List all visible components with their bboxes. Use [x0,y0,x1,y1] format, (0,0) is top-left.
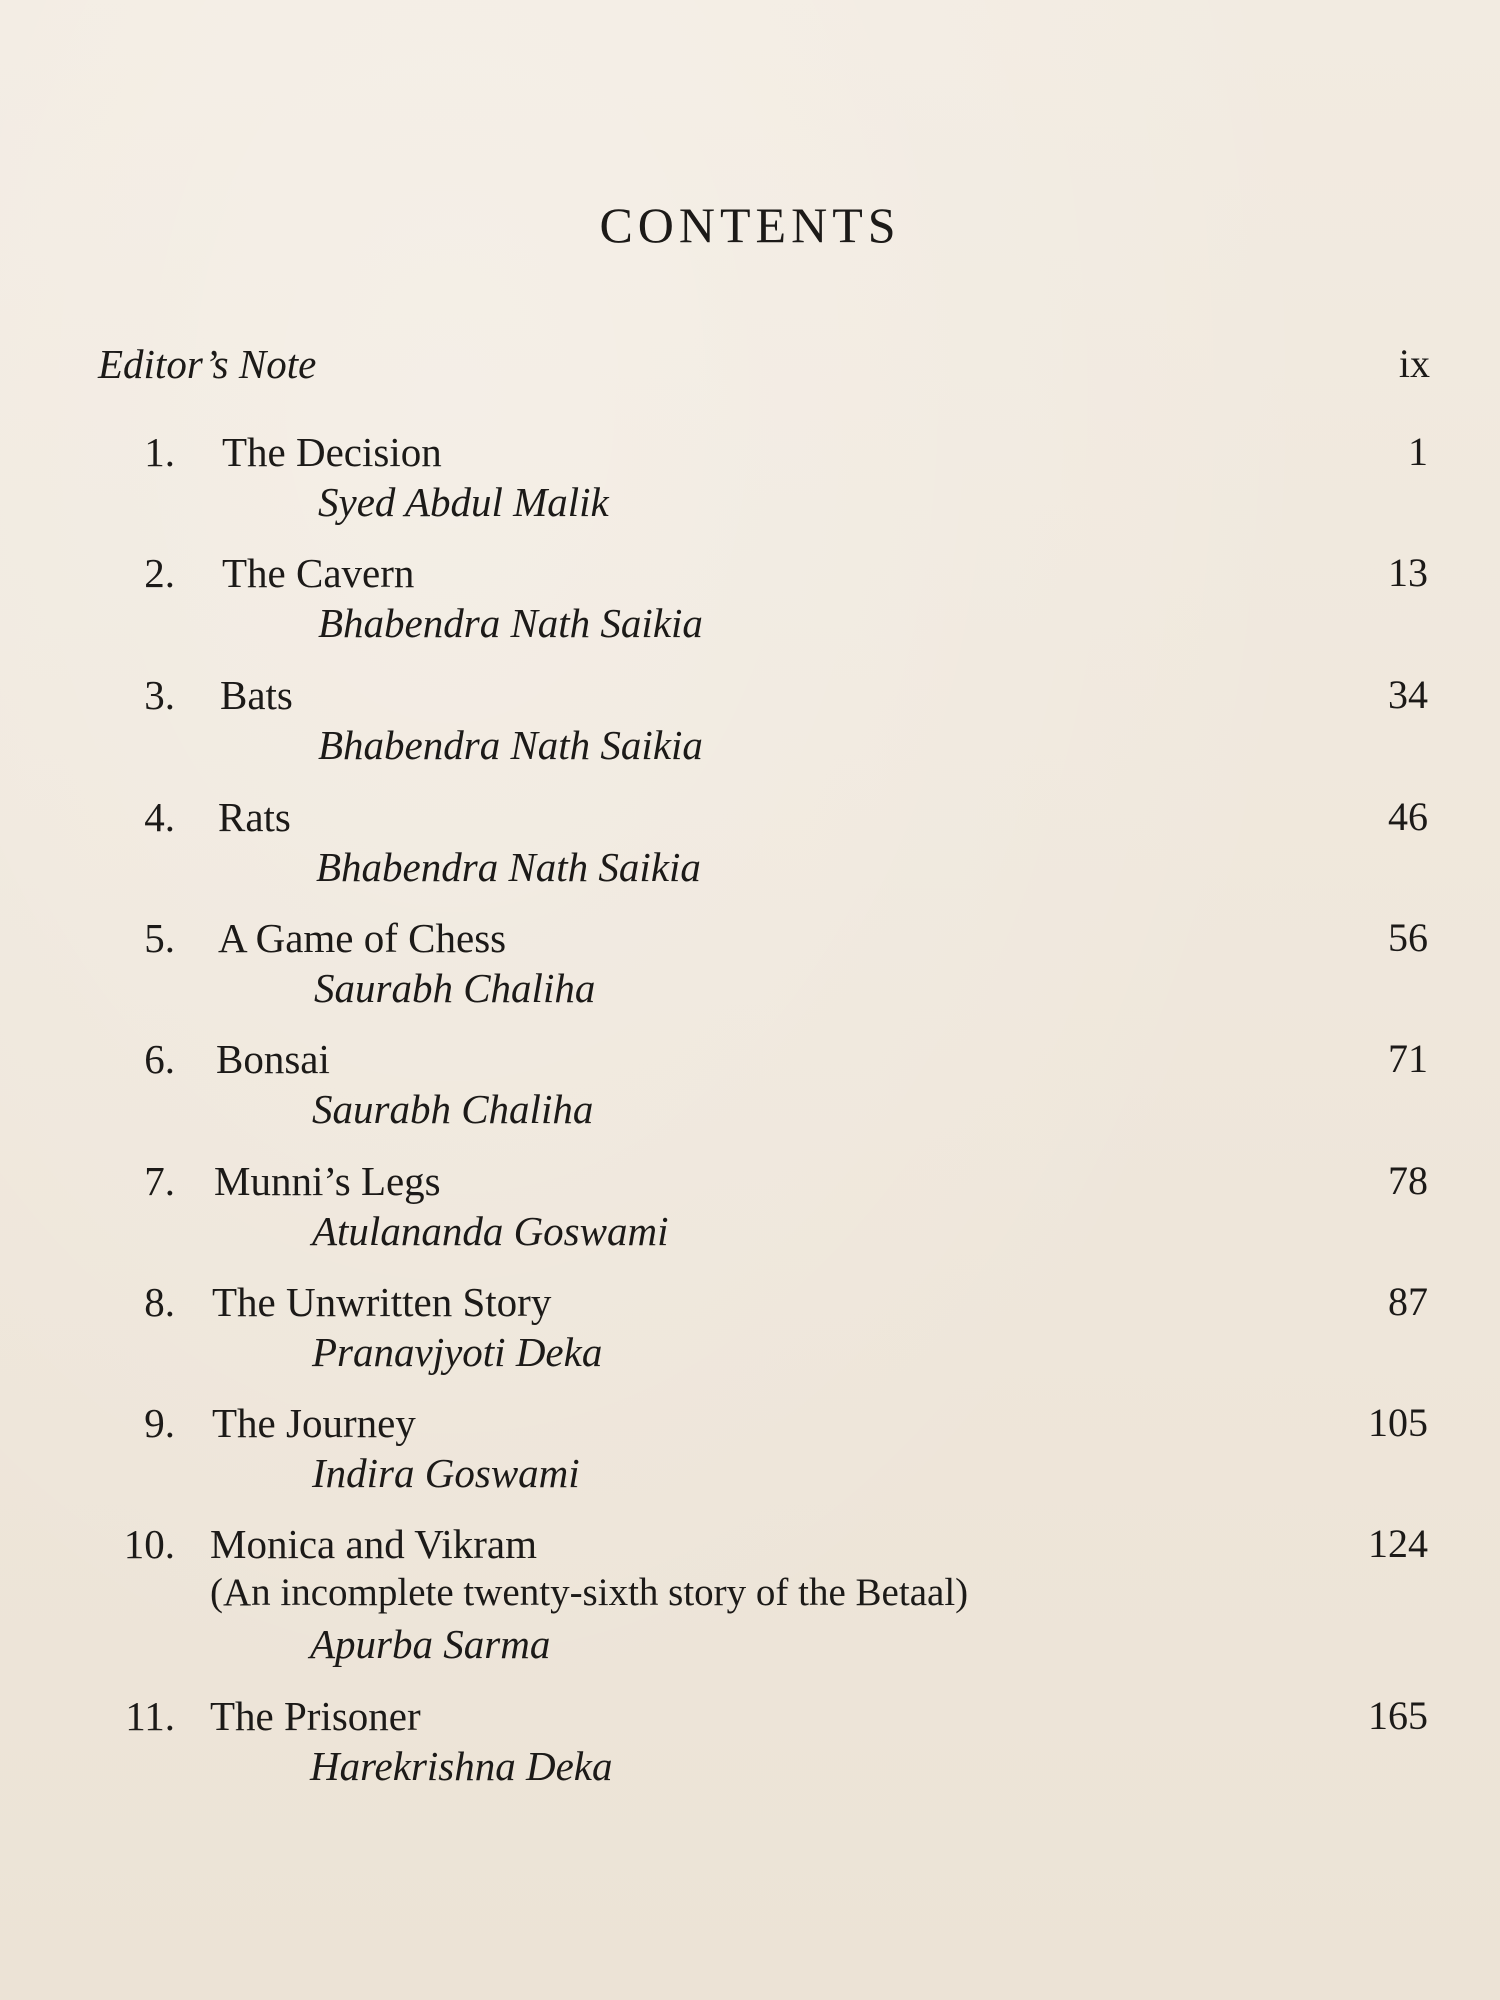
entry-number: 4. [144,794,175,840]
entry-title: Rats [218,794,291,840]
entry-title: The Unwritten Story [212,1279,552,1325]
entry-page: 1 [1408,429,1428,474]
entry-author: Atulananda Goswami [312,1208,669,1254]
entry-page: 165 [1368,1693,1428,1738]
editors-note-title: Editor’s Note [98,341,317,387]
entry-author: Apurba Sarma [310,1621,551,1667]
entry-title: The Journey [212,1400,416,1446]
entry-subtitle: (An incomplete twenty-sixth story of the Betaal) [210,1571,969,1614]
entry-author: Saurabh Chaliha [314,965,596,1011]
entry-title: The Decision [222,429,442,475]
entry-author: Pranavjyoti Deka [312,1329,603,1375]
entry-number: 3. [144,672,175,718]
entry-title: The Cavern [222,550,415,596]
entry-author: Syed Abdul Malik [318,479,609,525]
entry-number: 6. [144,1036,175,1082]
entry-page: 71 [1388,1036,1428,1081]
entry-title: Bonsai [216,1036,330,1082]
entry-page: 78 [1388,1158,1428,1203]
entry-author: Bhabendra Nath Saikia [318,600,703,646]
entry-number: 10. [123,1521,175,1567]
editors-note-page: ix [1398,341,1430,386]
entry-number: 5. [144,915,175,961]
entry-author: Harekrishna Deka [310,1743,613,1789]
entry-number: 2. [144,550,175,596]
entry-title: The Prisoner [210,1693,421,1739]
entry-author: Saurabh Chaliha [312,1086,594,1132]
entry-number: 9. [144,1400,175,1446]
entry-page: 56 [1388,915,1428,960]
entry-author: Bhabendra Nath Saikia [316,844,701,890]
entry-title: Monica and Vikram [210,1521,537,1567]
entry-page: 105 [1368,1400,1428,1445]
entry-title: Bats [220,672,293,718]
entry-title: A Game of Chess [218,915,507,961]
entry-page: 46 [1388,794,1428,839]
entry-number: 7. [144,1158,175,1204]
entry-number: 8. [144,1279,175,1325]
page-title: CONTENTS [599,197,901,253]
entry-page: 87 [1388,1279,1428,1324]
entry-author: Bhabendra Nath Saikia [318,722,703,768]
entry-page: 13 [1388,550,1428,595]
entry-title: Munni’s Legs [214,1158,441,1204]
entry-number: 11. [125,1693,175,1739]
entry-number: 1. [144,429,175,475]
entry-page: 124 [1368,1521,1428,1566]
entry-page: 34 [1388,672,1428,717]
entry-author: Indira Goswami [312,1450,580,1496]
